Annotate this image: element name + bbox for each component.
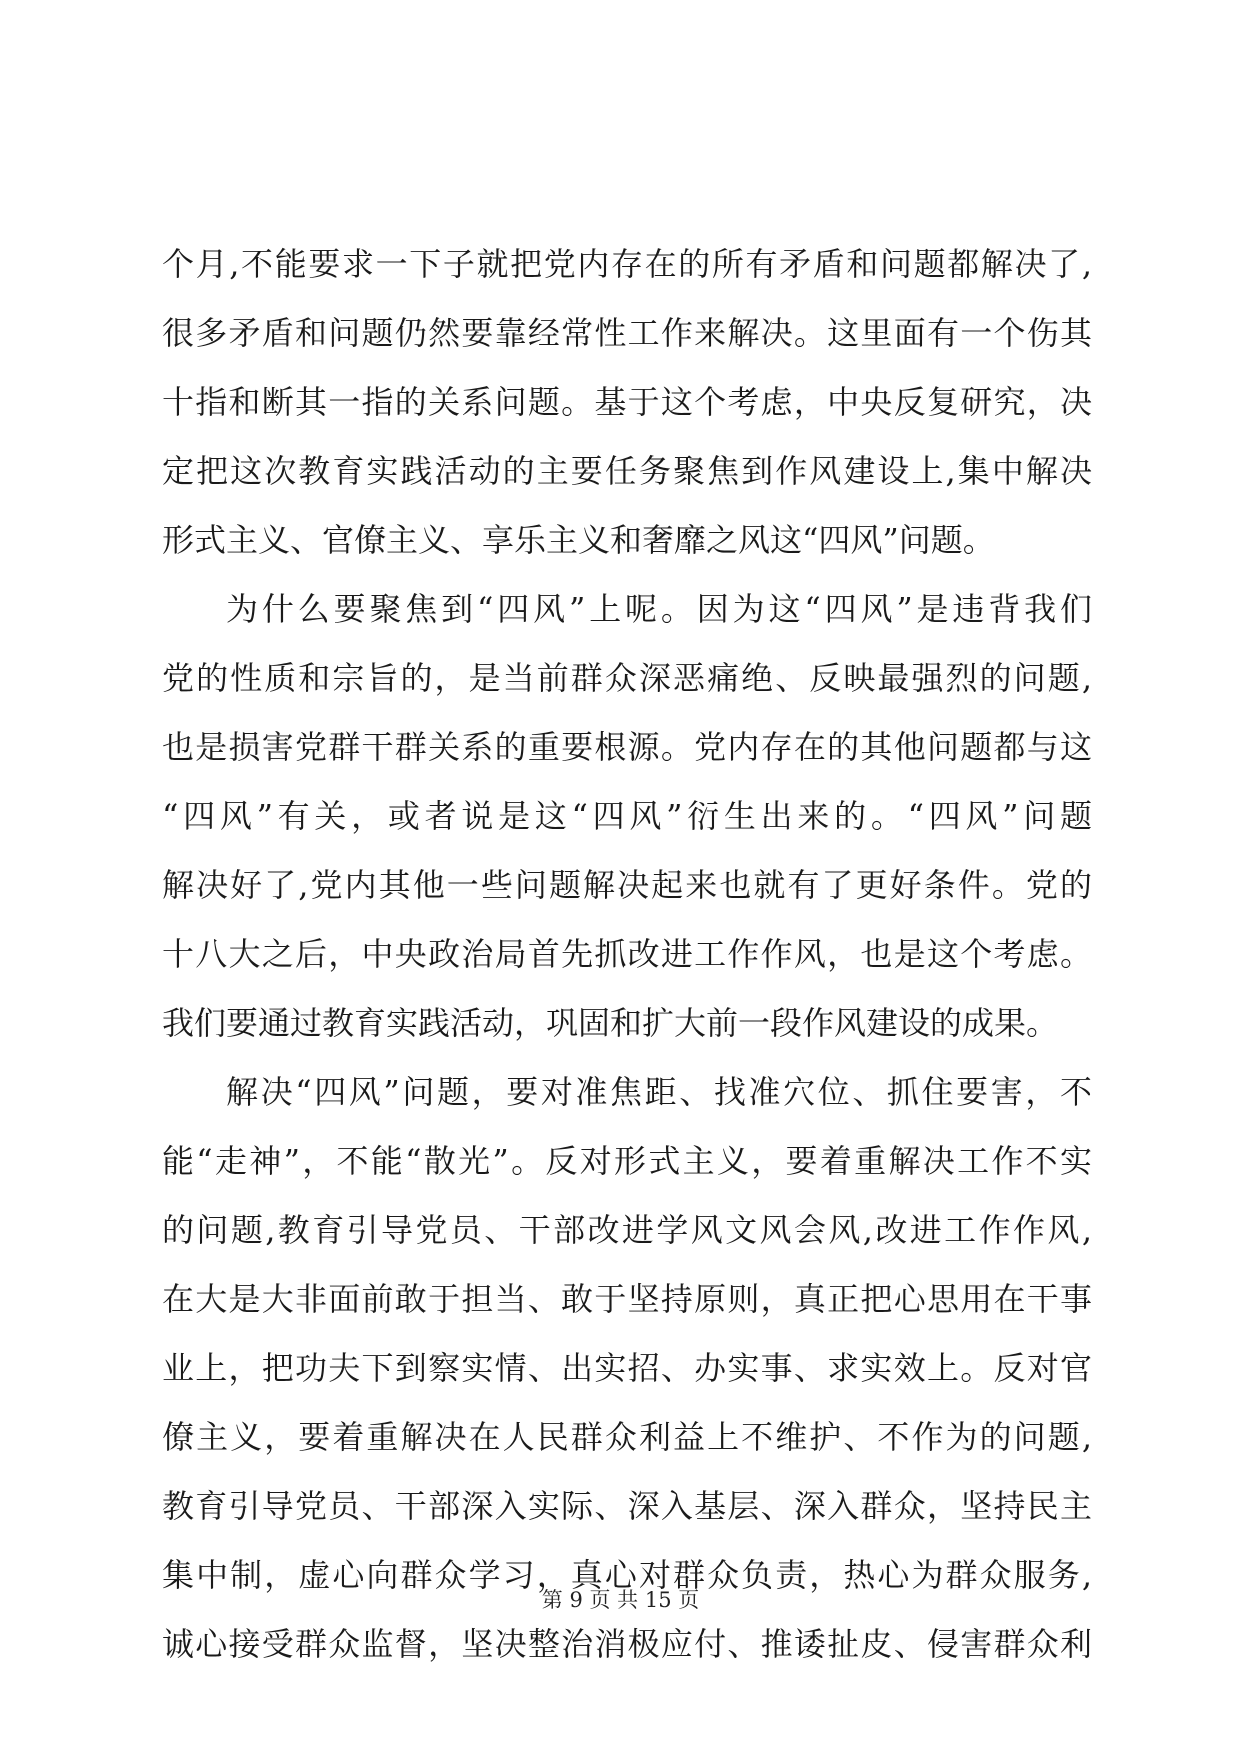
text-line: 业上，把功夫下到察实情、出实招、办实事、求实效上。反对官	[162, 1349, 1092, 1387]
text-line: 也是损害党群干群关系的重要根源。党内存在的其他问题都与这	[162, 728, 1092, 766]
text-line: 十指和断其一指的关系问题。基于这个考虑，中央反复研究，决	[162, 383, 1092, 421]
document-body	[162, 230, 1092, 1679]
text-line: 为什么要聚焦到“四风”上呢。因为这“四风”是违背我们	[226, 590, 1092, 628]
text-line: 诚心接受群众监督，坚决整治消极应付、推诿扯皮、侵害群众利	[162, 1625, 1092, 1663]
text-line: 僚主义，要着重解决在人民群众利益上不维护、不作为的问题,	[162, 1418, 1092, 1456]
text-line: 个月,不能要求一下子就把党内存在的所有矛盾和问题都解决了,	[162, 245, 1092, 283]
text-line: 党的性质和宗旨的，是当前群众深恶痛绝、反映最强烈的问题,	[162, 659, 1092, 697]
paragraph	[162, 230, 1092, 575]
text-line: 我们要通过教育实践活动，巩固和扩大前一段作风建设的成果。	[162, 1004, 1059, 1042]
text-line: 教育引导党员、干部深入实际、深入基层、深入群众，坚持民主	[162, 1487, 1092, 1525]
paragraph	[162, 575, 1092, 1058]
text-line: 的问题,教育引导党员、干部改进学风文风会风,改进工作作风,	[162, 1211, 1092, 1249]
text-line: 很多矛盾和问题仍然要靠经常性工作来解决。这里面有一个伤其	[162, 314, 1092, 352]
text-line: 定把这次教育实践活动的主要任务聚焦到作风建设上,集中解决	[162, 452, 1092, 490]
text-line: 在大是大非面前敢于担当、敢于坚持原则，真正把心思用在干事	[162, 1280, 1092, 1318]
text-line: 解决好了,党内其他一些问题解决起来也就有了更好条件。党的	[162, 866, 1092, 904]
text-line: “四风”有关，或者说是这“四风”衍生出来的。“四风”问题	[162, 797, 1092, 835]
text-line: 集中制，虚心向群众学习，真心对群众负责，热心为群众服务,	[162, 1556, 1092, 1594]
text-line: 十八大之后，中央政治局首先抓改进工作作风，也是这个考虑。	[162, 935, 1092, 973]
text-line: 解决“四风”问题，要对准焦距、找准穴位、抓住要害，不	[226, 1073, 1092, 1111]
text-line: 能“走神”，不能“散光”。反对形式主义，要着重解决工作不实	[162, 1142, 1092, 1180]
page-number-footer: 第 9 页 共 15 页	[541, 1588, 700, 1612]
text-line: 形式主义、官僚主义、享乐主义和奢靡之风这“四风”问题。	[162, 521, 995, 559]
